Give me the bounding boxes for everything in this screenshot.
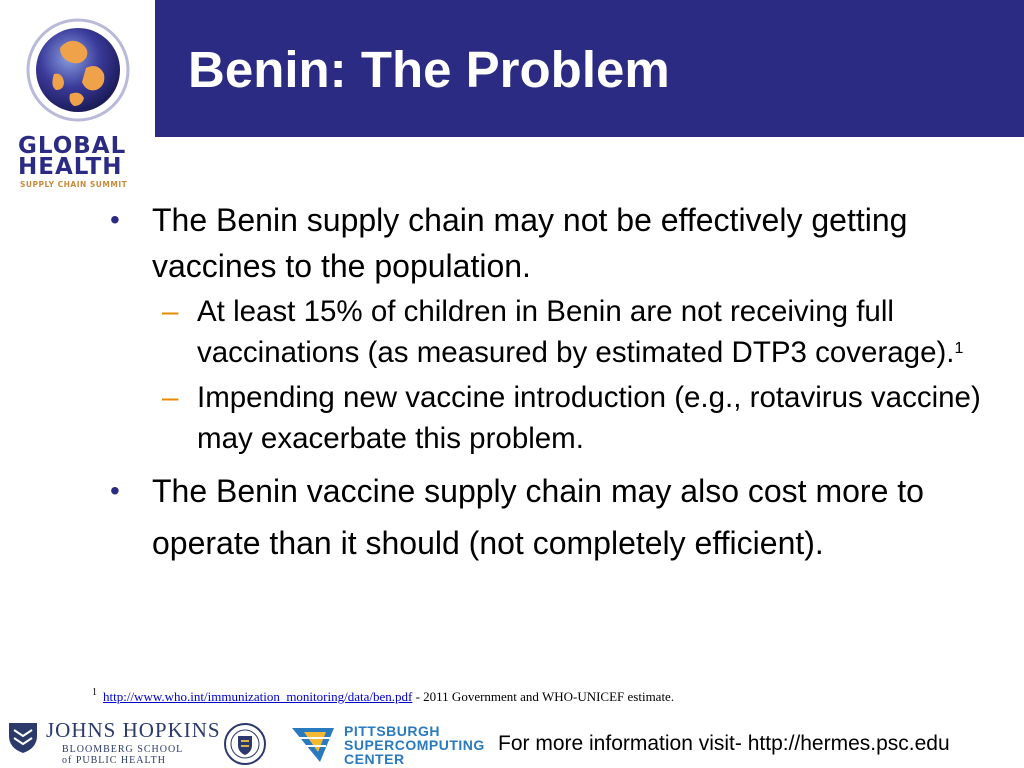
university-seal-icon [221, 722, 269, 766]
bullet-1 [110, 197, 990, 289]
jhu-name: JOHNS HOPKINS [46, 718, 221, 742]
psc-line-1: PITTSBURGH [344, 723, 440, 739]
psc-logo [290, 722, 490, 766]
bullet-marker: • [110, 475, 120, 506]
sub-bullet-2-text: Impending new vaccine introduction (e.g., rotavirus vaccine) may exacerbate this problem. [197, 381, 981, 455]
footnote-ref: 1 [954, 340, 964, 357]
slide-body [110, 197, 990, 569]
sub-bullet-1-text: At least 15% of children in Benin are not receiving full vaccinations (as measured by estimated DTP3 coverage). [197, 295, 955, 369]
sub-bullet-2 [110, 377, 990, 459]
jhu-school: BLOOMBERG SCHOOL [62, 744, 184, 755]
footnote-text: - 2011 Government and WHO-UNICEF estimate. [412, 689, 675, 704]
bullet-2 [110, 465, 990, 569]
sub-bullet-marker: – [162, 295, 179, 328]
jhu-public-health: of PUBLIC HEALTH [62, 755, 166, 766]
bullet-2-text: The Benin vaccine supply chain may also cost more to operate than it should (not completely efficient). [152, 473, 924, 561]
sub-bullet-1 [110, 291, 990, 373]
logo-summit-text: SUPPLY CHAIN SUMMIT [20, 180, 128, 189]
more-info-text: For more information visit- http://hermes.psc.edu [498, 732, 950, 755]
logo-global-text: GLOBAL [18, 133, 127, 159]
footnote-link[interactable]: http://www.who.int/immunization_monitoring/data/ben.pdf [103, 689, 413, 704]
globe-icon [20, 8, 138, 128]
bullet-1-text: The Benin supply chain may not be effectively getting vaccines to the population. [152, 202, 908, 284]
psc-line-2: SUPERCOMPUTING [344, 737, 485, 753]
slide-title: Benin: The Problem [188, 41, 670, 98]
footnote-number: 1 [92, 687, 97, 698]
global-health-logo [12, 8, 142, 190]
johns-hopkins-logo [6, 718, 221, 766]
footnote [92, 689, 674, 705]
psc-line-3: CENTER [344, 751, 405, 767]
logo-health-text: HEALTH [18, 154, 123, 180]
bullet-marker: • [110, 204, 120, 235]
sub-bullet-marker: – [162, 381, 179, 414]
psc-mark-icon [290, 724, 336, 764]
jhu-shield-icon [6, 720, 40, 754]
